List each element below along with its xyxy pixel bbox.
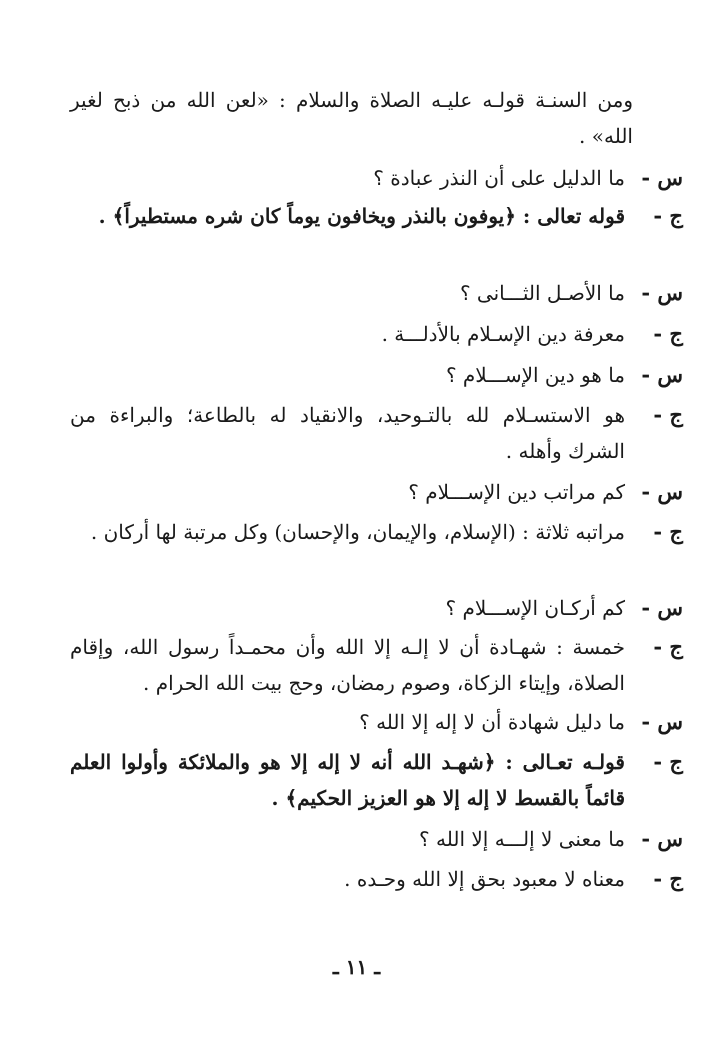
answer-3 bbox=[70, 397, 683, 469]
question-label: س - bbox=[641, 280, 683, 305]
question-label: س - bbox=[641, 362, 683, 387]
answer-label: ج - bbox=[653, 519, 683, 544]
answer-label: ج - bbox=[653, 634, 683, 659]
answer-label: ج - bbox=[653, 749, 683, 774]
question-text: ما دليل شهادة أن لا إله إلا الله ؟ bbox=[359, 710, 625, 734]
question-3 bbox=[70, 357, 683, 393]
answer-text: مراتبه ثلاثة : (الإسلام، والإيمان، والإحسان) وكل مرتبة لها أركان . bbox=[90, 520, 625, 544]
answer-label: ج - bbox=[653, 866, 683, 891]
page-number: ـ ١١ ـ bbox=[332, 955, 381, 979]
answer-4 bbox=[70, 514, 683, 550]
question-1 bbox=[70, 160, 683, 196]
question-label: س - bbox=[641, 479, 683, 504]
answer-text: قولـه تعـالى : ﴿شهـد الله أنه لا إله إلا هو والملائكة وأولوا العلم قائماً بالقسط لا إله إلا هو العزيز الحكيم﴾ . bbox=[70, 750, 625, 810]
answer-label: ج - bbox=[653, 321, 683, 346]
question-text: ما الأصـل الثـــانى ؟ bbox=[459, 281, 625, 305]
question-label: س - bbox=[641, 826, 683, 851]
question-text: ما الدليل على أن النذر عبادة ؟ bbox=[373, 166, 625, 190]
answer-label: ج - bbox=[653, 402, 683, 427]
question-6 bbox=[70, 704, 683, 740]
answer-label: ج - bbox=[653, 203, 683, 228]
answer-5 bbox=[70, 629, 683, 701]
answer-text: خمسة : شهـادة أن لا إلـه إلا الله وأن محمـداً رسول الله، وإقام الصلاة، وإيتاء الزكاة، وصوم رمضان، وحج بيت الله الحرام . bbox=[70, 635, 625, 695]
intro-text: ومن السنـة قولـه عليـه الصلاة والسلام : «لعن الله من ذبح لغير الله» . bbox=[70, 88, 633, 148]
question-label: س - bbox=[641, 165, 683, 190]
question-text: كم أركـان الإســـلام ؟ bbox=[445, 596, 625, 620]
intro-paragraph bbox=[70, 82, 633, 154]
question-2 bbox=[70, 275, 683, 311]
answer-text: قوله تعالى : ﴿يوفون بالنذر ويخافون يوماً كان شره مستطيراً﴾ . bbox=[98, 204, 625, 228]
answer-text: معرفة دين الإسـلام بالأدلـــة . bbox=[381, 322, 625, 346]
question-text: كم مراتب دين الإســـلام ؟ bbox=[408, 480, 625, 504]
question-label: س - bbox=[641, 709, 683, 734]
question-5 bbox=[70, 590, 683, 626]
answer-7 bbox=[70, 861, 683, 897]
answer-text: هو الاستسـلام لله بالتـوحيد، والانقياد له بالطاعة؛ والبراءة من الشرك وأهله . bbox=[70, 403, 625, 463]
answer-1 bbox=[70, 198, 683, 234]
answer-text: معناه لا معبود بحق إلا الله وحـده . bbox=[344, 867, 625, 891]
question-text: ما هو دين الإســـلام ؟ bbox=[445, 363, 625, 387]
question-4 bbox=[70, 474, 683, 510]
question-label: س - bbox=[641, 595, 683, 620]
answer-6 bbox=[70, 744, 683, 816]
answer-2 bbox=[70, 316, 683, 352]
question-7 bbox=[70, 821, 683, 857]
question-text: ما معنى لا إلـــه إلا الله ؟ bbox=[419, 827, 625, 851]
